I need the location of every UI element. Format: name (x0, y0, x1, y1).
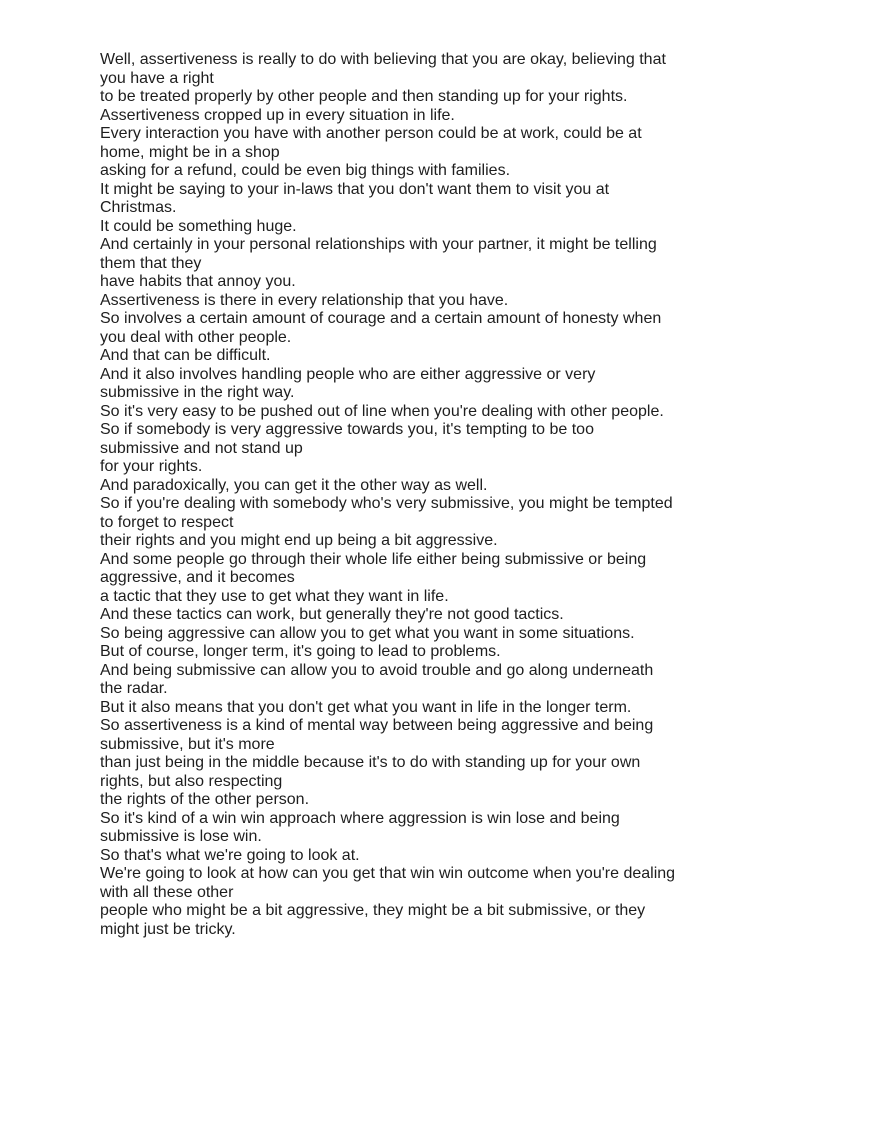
transcript-line: So assertiveness is a kind of mental way between being aggressive and being (100, 717, 654, 734)
transcript-line: So involves a certain amount of courage and a certain amount of honesty when (100, 310, 662, 327)
transcript-line: to forget to respect (100, 513, 234, 531)
transcript-line: have habits that annoy you. (100, 273, 296, 290)
transcript-line: rights, but also respecting (100, 772, 283, 790)
transcript-line: So if you're dealing with somebody who's very submissive, you might be tempted (100, 495, 673, 512)
transcript-line: It could be something huge. (100, 217, 297, 235)
transcript-line: the rights of the other person. (100, 791, 310, 808)
transcript-line: you deal with other people. (100, 328, 292, 346)
transcript-line: Well, assertiveness is really to do with believing that you are okay, believing that (100, 51, 666, 68)
transcript-line: So it's very easy to be pushed out of line when you're dealing with other people. (100, 402, 664, 420)
transcript-line: than just being in the middle because it's to do with standing up for your own (100, 754, 641, 771)
transcript-line: submissive in the right way. (100, 384, 295, 401)
transcript-line: asking for a refund, could be even big things with families. (100, 162, 511, 179)
transcript-line: But it also means that you don't get what you want in life in the longer term. (100, 698, 632, 716)
transcript-line: And certainly in your personal relationships with your partner, it might be telling (100, 236, 657, 253)
transcript-line: And some people go through their whole life either being submissive or being (100, 550, 647, 568)
transcript-line: a tactic that they use to get what they want in life. (100, 587, 449, 605)
transcript-line: Assertiveness cropped up in every situation in life. (100, 106, 455, 124)
transcript-line: aggressive, and it becomes (100, 569, 295, 586)
transcript-line: So that's what we're going to look at. (100, 846, 360, 864)
transcript-line: And paradoxically, you can get it the other way as well. (100, 476, 488, 494)
transcript-line: submissive is lose win. (100, 828, 262, 845)
transcript-line: So it's kind of a win win approach where aggression is win lose and being (100, 809, 620, 827)
transcript-line: people who might be a bit aggressive, they might be a bit submissive, or they (100, 902, 646, 919)
transcript-line: them that they (100, 254, 202, 272)
transcript-line: you have a right (100, 69, 214, 87)
transcript-line: So if somebody is very aggressive towards you, it's tempting to be too (100, 421, 594, 438)
transcript-line: the radar. (100, 680, 168, 697)
transcript-line: for your rights. (100, 458, 203, 475)
transcript-line: submissive, but it's more (100, 735, 275, 753)
transcript-line: And being submissive can allow you to avoid trouble and go along underneath (100, 661, 654, 679)
transcript-line: to be treated properly by other people and then standing up for your rights. (100, 88, 628, 105)
transcript-line: their rights and you might end up being a bit aggressive. (100, 532, 498, 549)
transcript-text (100, 51, 760, 939)
transcript-line: But of course, longer term, it's going to lead to problems. (100, 643, 501, 660)
transcript-line: Every interaction you have with another person could be at work, could be at (100, 125, 642, 142)
transcript-line: might just be tricky. (100, 920, 236, 938)
transcript-line: with all these other (100, 883, 234, 901)
transcript-line: So being aggressive can allow you to get what you want in some situations. (100, 624, 635, 642)
transcript-line: And that can be difficult. (100, 347, 271, 364)
transcript-line: submissive and not stand up (100, 439, 303, 457)
transcript-line: It might be saying to your in-laws that you don't want them to visit you at (100, 180, 610, 198)
transcript-line: home, might be in a shop (100, 143, 280, 161)
transcript-line: Christmas. (100, 199, 177, 216)
transcript-line: Assertiveness is there in every relationship that you have. (100, 291, 509, 309)
transcript-line: We're going to look at how can you get that win win outcome when you're dealing (100, 865, 676, 882)
transcript-line: And it also involves handling people who are either aggressive or very (100, 365, 596, 383)
transcript-line: And these tactics can work, but generally they're not good tactics. (100, 606, 564, 623)
